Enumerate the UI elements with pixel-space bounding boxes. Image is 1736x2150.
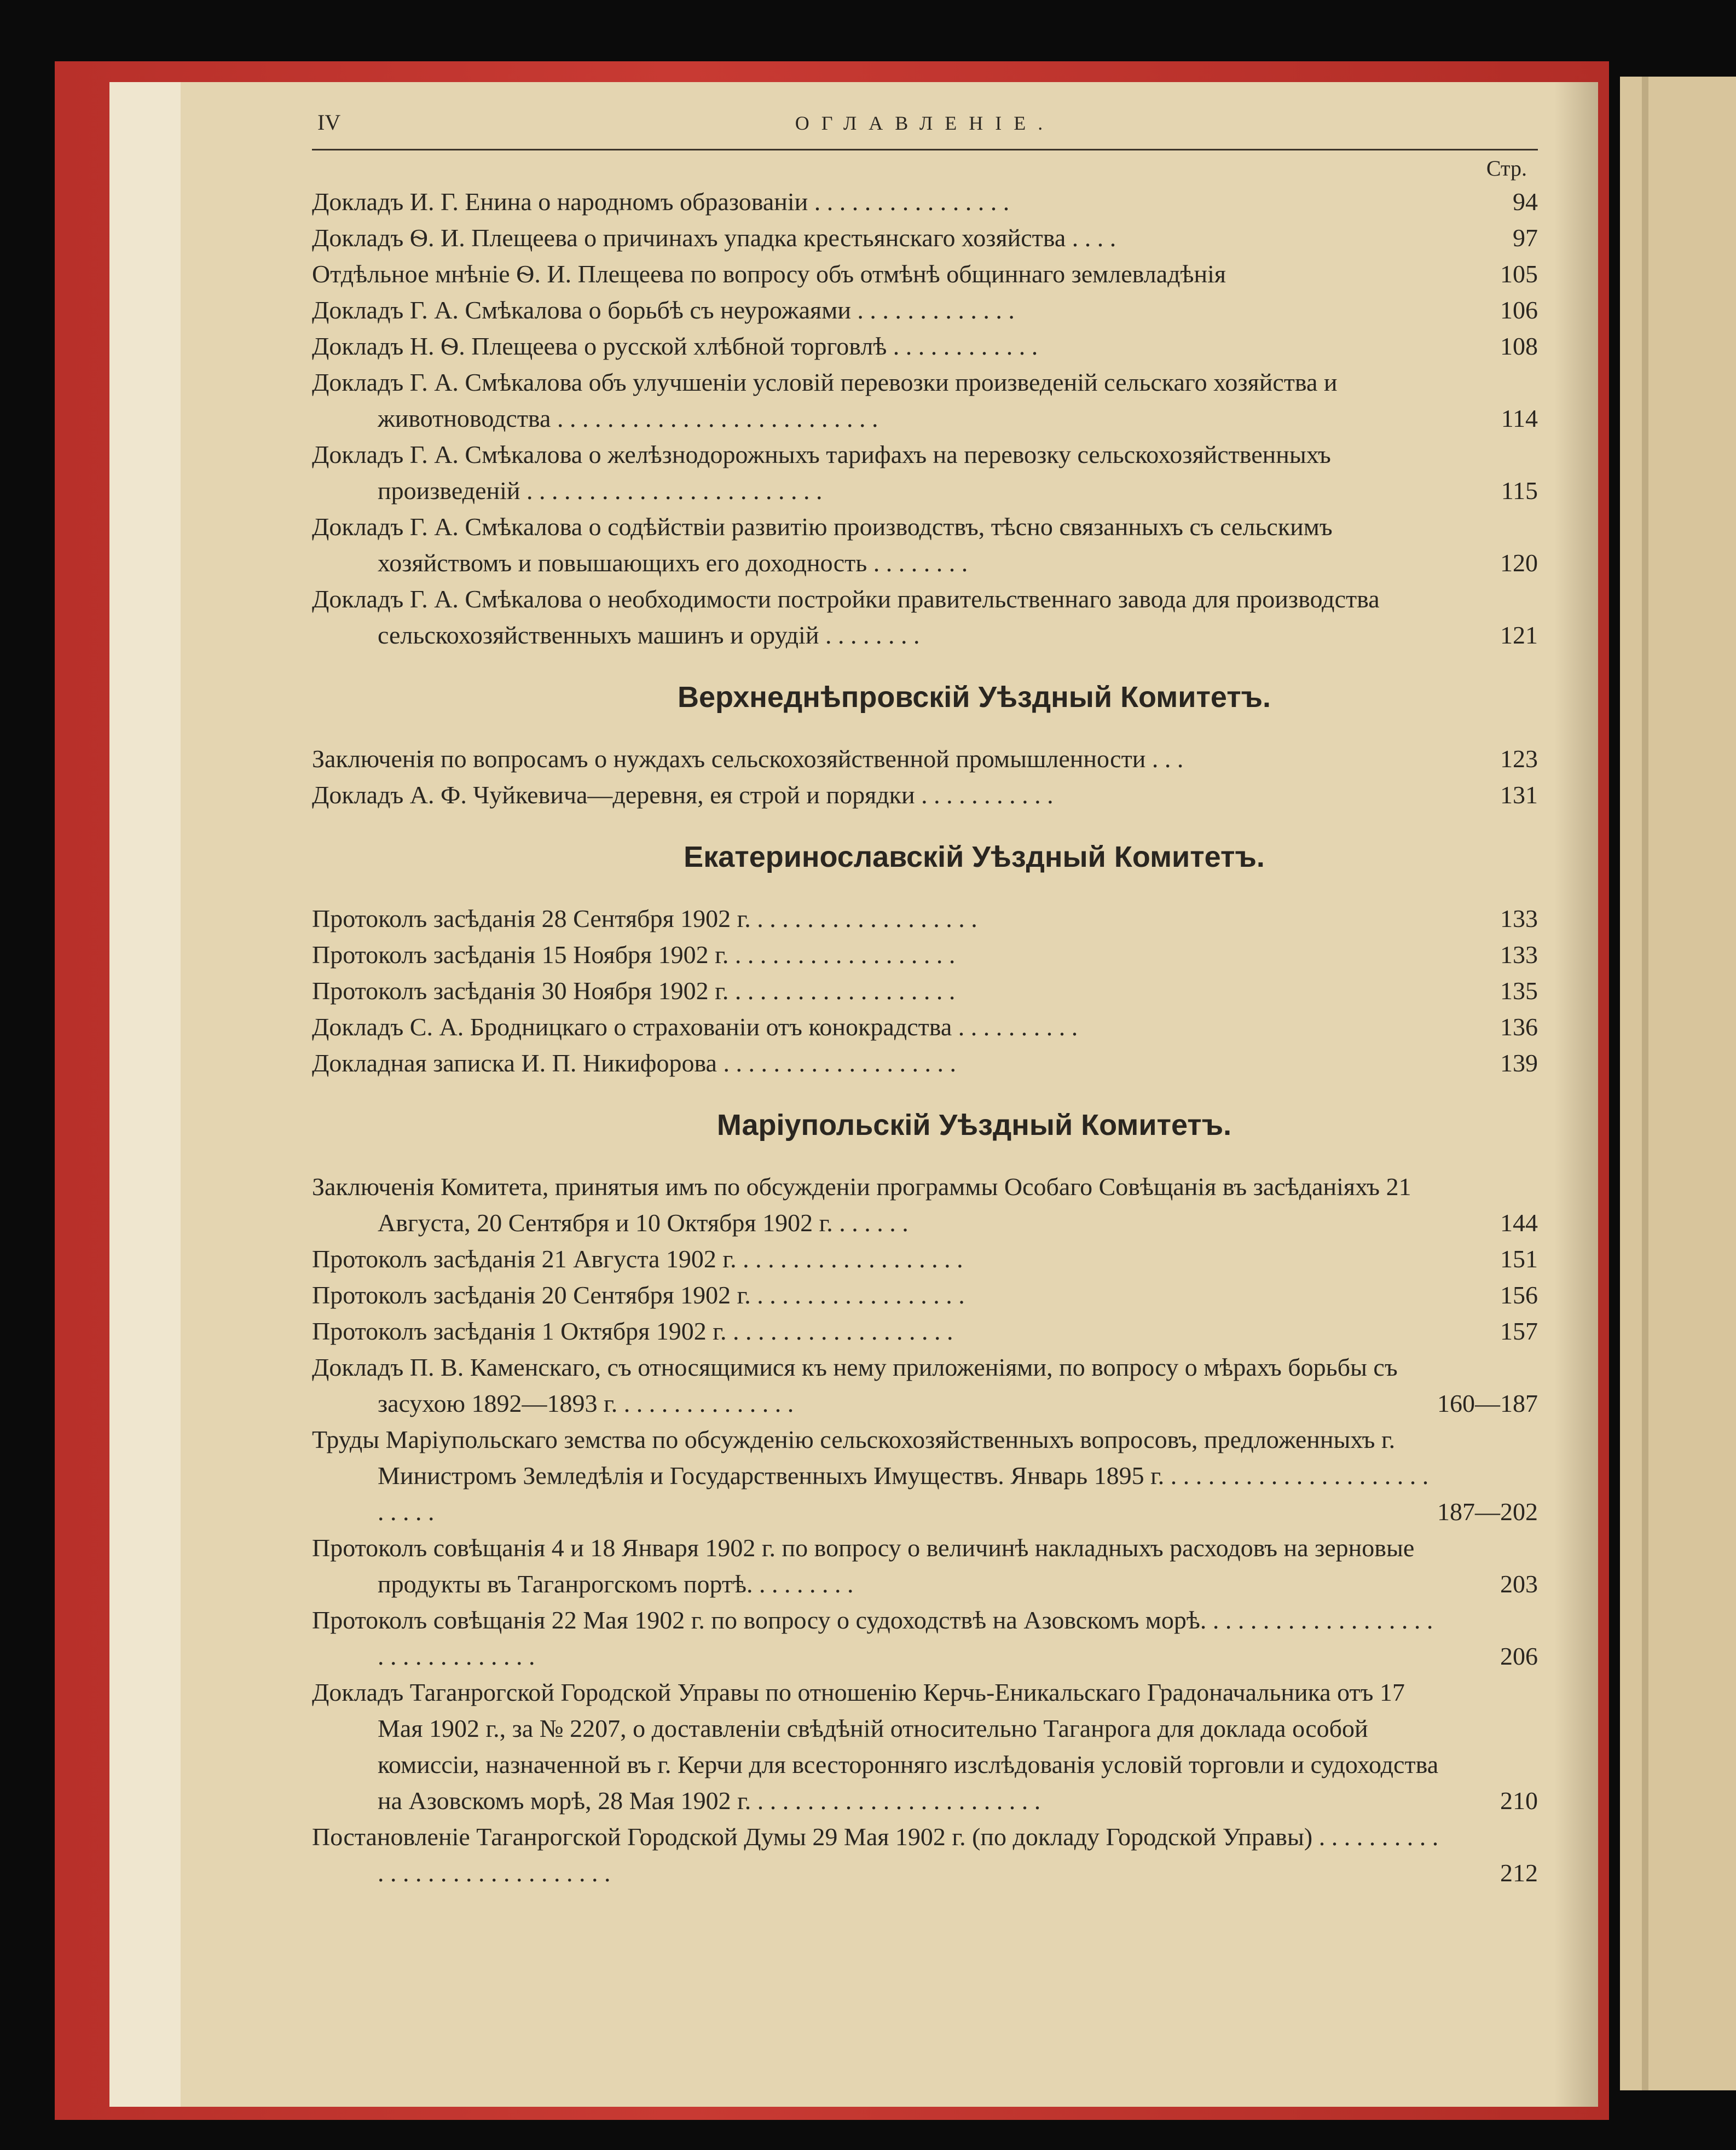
entry-page-number: 108 (1500, 332, 1538, 360)
entry-page-number: 157 (1500, 1317, 1538, 1345)
toc-entry (312, 1674, 1538, 1819)
entry-title: Протоколъ засѣданія 30 Ноября 1902 г. . . . . . . . . . . . . . . . . . . (312, 977, 956, 1005)
entry-page-number: 135 (1500, 977, 1538, 1005)
toc-entry (312, 1819, 1538, 1891)
entry-title: Докладная записка И. П. Никифорова . . . . . . . . . . . . . . . . . . . (312, 1049, 956, 1077)
page-gutter (109, 82, 181, 2107)
entry-page-number: 97 (1513, 224, 1538, 252)
toc-entry (312, 220, 1538, 256)
toc-entry (312, 741, 1538, 777)
toc-entry (312, 328, 1538, 364)
toc-entry (312, 1602, 1538, 1674)
entry-page-number: 206 (1500, 1642, 1538, 1670)
toc-entry (312, 1241, 1538, 1277)
entry-page-number: 144 (1500, 1209, 1538, 1237)
entry-page-number: 123 (1500, 745, 1538, 773)
entry-title: Заключенія Комитета, принятыя имъ по обсужденіи программы Особаго Совѣщанія въ засѣданіяхъ 21 Августа, 20 Сентября и 10 Октября 1902 г. . . . . . . (312, 1173, 1411, 1237)
section-title: Верхнеднѣпровскій Уѣздный Комитетъ. (677, 681, 1271, 714)
toc-entry (312, 184, 1538, 220)
next-page-edge (1620, 77, 1736, 2090)
entry-title: Труды Маріупольскаго земства по обсужденію сельскохозяйственныхъ вопросовъ, предложенныхъ г. Министромъ Земледѣлія и Государственныхъ Имуществъ. Январь 1895 г. . . . . . . . . . . . . . . . . . . . . . . . . . . (312, 1425, 1429, 1526)
entry-page-number: 151 (1500, 1245, 1538, 1273)
page-shadow (1554, 82, 1598, 2107)
entry-title: Протоколъ совѣщанія 22 Мая 1902 г. по вопросу о судоходствѣ на Азовскомъ морѣ. . . . . . . . . . . . . . . . . . . . . . . . . . . . . . . . (312, 1606, 1433, 1670)
toc-entry (312, 1009, 1538, 1045)
entry-title: Протоколъ засѣданія 1 Октября 1902 г. . . . . . . . . . . . . . . . . . . (312, 1317, 953, 1345)
entry-title: Докладъ Таганрогской Городской Управы по отношенію Керчь-Еникальскаго Градоначальника отъ 17 Мая 1902 г., за № 2207, о доставленіи свѣдѣній относительно Таганрога для доклада особой комиссіи, назначенной въ г. Керчи для всесторонняго изслѣдованія условій торговли и судоходства на Азовскомъ морѣ, 28 Мая 1902 г. . . . . . . . . . . . . . . . . . . . . . . . (312, 1678, 1439, 1815)
toc-entry (312, 973, 1538, 1009)
entry-page-number: 187—202 (1437, 1498, 1538, 1526)
toc-entry (312, 1349, 1538, 1422)
entry-title: Протоколъ совѣщанія 4 и 18 Января 1902 г. по вопросу о величинѣ накладныхъ расходовъ на зерновые продукты въ Таганрогскомъ портѣ. . . . . . . . . (312, 1534, 1415, 1598)
toc-entry (312, 581, 1538, 653)
entry-page-number: 106 (1500, 296, 1538, 324)
entry-page-number: 121 (1500, 621, 1538, 649)
toc-section (312, 184, 1538, 653)
entry-title: Докладъ Г. А. Смѣкалова о содѣйствіи развитію производствъ, тѣсно связанныхъ съ сельскимъ хозяйствомъ и повышающихъ его доходность . . . . . . . . (312, 513, 1333, 577)
entry-title: Докладъ А. Ф. Чуйкевича—деревня, ея строй и порядки . . . . . . . . . . . (312, 781, 1054, 809)
entry-title: Докладъ Н. Ѳ. Плещеева о русской хлѣбной торговлѣ . . . . . . . . . . . . (312, 332, 1038, 360)
header-rule (312, 149, 1538, 150)
entry-title: Заключенія по вопросамъ о нуждахъ сельскохозяйственной промышленности . . . (312, 745, 1184, 773)
entry-page-number: 212 (1500, 1859, 1538, 1887)
toc-entry (312, 1045, 1538, 1081)
entry-page-number: 136 (1500, 1013, 1538, 1041)
toc-sections (312, 184, 1538, 1891)
entry-page-number: 139 (1500, 1049, 1538, 1077)
toc-entry (312, 364, 1538, 437)
entry-page-number: 156 (1500, 1281, 1538, 1309)
entry-page-number: 120 (1500, 549, 1538, 577)
entry-page-number: 115 (1501, 477, 1538, 505)
entry-title: Протоколъ засѣданія 15 Ноября 1902 г. . . . . . . . . . . . . . . . . . . (312, 941, 956, 969)
toc-entry (312, 901, 1538, 937)
entry-title: Докладъ Г. А. Смѣкалова о борьбѣ съ неурожаями . . . . . . . . . . . . . (312, 296, 1015, 324)
entry-page-number: 133 (1500, 905, 1538, 932)
entry-title: Докладъ П. В. Каменскаго, съ относящимися къ нему приложеніями, по вопросу о мѣрахъ борьбы съ засухою 1892—1893 г. . . . . . . . . . . . . . . (312, 1353, 1398, 1417)
toc-entry (312, 1313, 1538, 1349)
section-title: Екатеринославскій Уѣздный Комитетъ. (684, 841, 1265, 873)
toc-entry (312, 437, 1538, 509)
entry-title: Протоколъ засѣданія 20 Сентября 1902 г. . . . . . . . . . . . . . . . . . (312, 1281, 965, 1309)
toc-entry (312, 256, 1538, 292)
section-title: Маріупольскій Уѣздный Комитетъ. (716, 1109, 1232, 1141)
running-title: ОГЛАВЛЕНІЕ. (795, 112, 1055, 134)
entry-title: Докладъ Г. А. Смѣкалова объ улучшеніи условій перевозки произведеній сельскаго хозяйства и животноводства . . . . . . . . . . . . . . . . . . . . . . . . . . (312, 368, 1338, 432)
entry-title: Докладъ И. Г. Енина о народномъ образованіи . . . . . . . . . . . . . . . . (312, 188, 1010, 216)
entry-title: Протоколъ засѣданія 28 Сентября 1902 г. . . . . . . . . . . . . . . . . . . (312, 905, 977, 932)
entry-title: Протоколъ засѣданія 21 Августа 1902 г. . . . . . . . . . . . . . . . . . . (312, 1245, 963, 1273)
toc-section (312, 1081, 1538, 1891)
toc-entry (312, 509, 1538, 581)
table-of-contents (312, 104, 1538, 1891)
entry-title: Отдѣльное мнѣніе Ѳ. И. Плещеева по вопросу объ отмѣнѣ общиннаго землевладѣнія (312, 260, 1226, 288)
entry-title: Докладъ С. А. Бродницкаго о страхованіи отъ конокрадства . . . . . . . . . . (312, 1013, 1078, 1041)
entry-page-number: 203 (1500, 1570, 1538, 1598)
toc-section (312, 653, 1538, 813)
entry-page-number: 114 (1501, 404, 1538, 432)
entry-page-number: 94 (1513, 188, 1538, 216)
page-column-label: Стр. (1486, 156, 1527, 181)
toc-entry (312, 1422, 1538, 1530)
entry-title: Докладъ Ѳ. И. Плещеева о причинахъ упадка крестьянскаго хозяйства . . . . (312, 224, 1116, 252)
entry-title: Докладъ Г. А. Смѣкалова о желѣзнодорожныхъ тарифахъ на перевозку сельскохозяйственныхъ произведеній . . . . . . . . . . . . . . . . . . . . . . . . (312, 441, 1331, 505)
page-header (312, 104, 1538, 153)
toc-entry (312, 777, 1538, 813)
entry-page-number: 131 (1500, 781, 1538, 809)
toc-entry (312, 1530, 1538, 1602)
entry-page-number: 133 (1500, 941, 1538, 969)
entry-title: Докладъ Г. А. Смѣкалова о необходимости постройки правительственнаго завода для производства сельскохозяйственныхъ машинъ и орудій . . . . . . . . (312, 585, 1380, 649)
entry-page-number: 105 (1500, 260, 1538, 288)
entry-page-number: 210 (1500, 1787, 1538, 1815)
entry-page-number: 160—187 (1437, 1389, 1538, 1417)
toc-entry (312, 937, 1538, 973)
entry-title: Постановленіе Таганрогской Городской Думы 29 Мая 1902 г. (по докладу Городской Управы) . . . . . . . . . . . . . . . . . . . . . . . . . . . . . (312, 1823, 1439, 1887)
page-number: IV (317, 110, 341, 135)
toc-entry (312, 292, 1538, 328)
toc-entry (312, 1277, 1538, 1313)
toc-section (312, 813, 1538, 1081)
toc-entry (312, 1169, 1538, 1241)
